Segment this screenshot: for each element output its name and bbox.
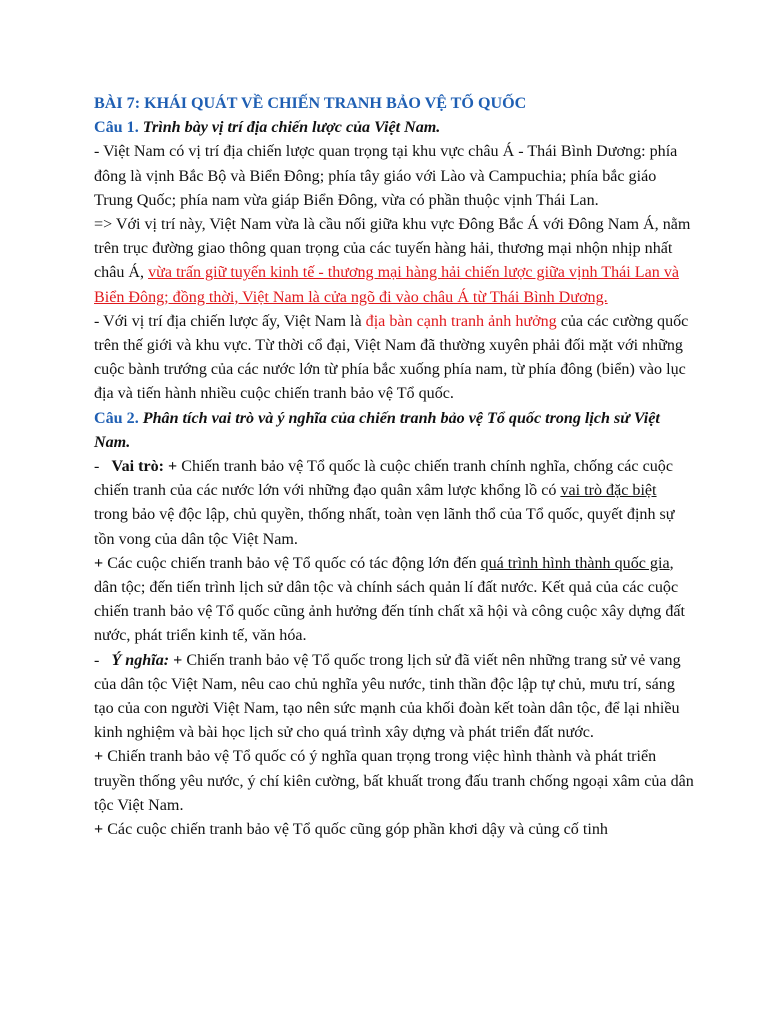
document-page <box>94 92 694 842</box>
q1-paragraph-3-highlight: địa bàn cạnh tranh ảnh hưởng <box>365 312 557 330</box>
q1-paragraph-1: - Việt Nam có vị trí địa chiến lược quan trọng tại khu vực châu Á - Thái Bình Dương: phía đông là vịnh Bắc Bộ và Biển Đông; phía tây giáo với Lào và Campuchia; phía bắc giáo Trung Quốc; phía nam vừa giáp Biển Đông, vừa có phần thuộc vịnh Thái Lan. <box>94 143 678 209</box>
q1-paragraph-2-text: => Với vị trí này, Việt Nam vừa là cầu nối giữa khu vực Đông Bắc Á với Đông Nam Á, nằm trên trục đường giao thông quan trọng của các tuyến hàng hải, thương mại nhộn nhịp nhất châu Á, <box>94 216 691 282</box>
q2-meaning2-plus: + <box>94 748 104 766</box>
q2-role2-plus: + <box>94 554 104 572</box>
q2-role-underline: vai trò đặc biệt <box>560 482 657 500</box>
q2-role2-underline: quá trình hình thành quốc gia <box>480 554 670 572</box>
q2-role-text-1: Chiến tranh bảo vệ Tổ quốc là cuộc chiến tranh chính nghĩa, chống các cuộc chiến tranh của các nước lớn với những đạo quân xâm lược khổng lồ có <box>94 458 673 500</box>
q2-role2-text-2: , dân tộc; đến tiến trình lịch sử dân tộc và chính sách quản lí đất nước. Kết quả của các cuộc chiến tranh bảo vệ Tổ quốc cũng ảnh hưởng đến tính chất xã hội và công cuộc xây dựng đất nước, phát triển kinh tế, văn hóa. <box>94 554 686 645</box>
question-1-heading <box>94 116 694 140</box>
q2-meaning-plus: + <box>169 651 183 669</box>
q2-role-dash: - <box>94 458 112 476</box>
question-2-heading <box>94 407 694 455</box>
q2-meaning3-plus: + <box>94 821 104 839</box>
question-1-text: Trình bày vị trí địa chiến lược của Việt Nam. <box>142 119 441 137</box>
q1-paragraph-2 <box>94 213 694 310</box>
q2-meaning2-text: Chiến tranh bảo vệ Tổ quốc có ý nghĩa quan trọng trong việc hình thành và phát triển truyền thống yêu nước, ý chí kiên cường, bất khuất trong đấu tranh chống ngoại xâm của dân tộc Việt Nam. <box>94 748 694 814</box>
q2-meaning-paragraph-2 <box>94 745 694 818</box>
question-2-text: Phân tích vai trò và ý nghĩa của chiến tranh bảo vệ Tổ quốc trong lịch sử Việt Nam. <box>94 409 660 451</box>
q2-role-paragraph-2 <box>94 552 694 649</box>
q2-role-text-2: trong bảo vệ độc lập, chủ quyền, thống nhất, toàn vẹn lãnh thổ của Tổ quốc, quyết định sự tồn vong của dân tộc Việt Nam. <box>94 506 675 548</box>
document-title: BÀI 7: KHÁI QUÁT VỀ CHIẾN TRANH BẢO VỆ TỐ QUỐC <box>94 95 527 112</box>
q1-paragraph-2-highlight: vừa trấn giữ tuyến kinh tế - thương mại hàng hải chiến lược giữa vịnh Thái Lan và Biển Đông; đồng thời, Việt Nam là cửa ngõ đi vào châu Á từ Thái Bình Dương. <box>94 264 680 306</box>
q2-role2-text-1: Các cuộc chiến tranh bảo vệ Tổ quốc có tác động lớn đến <box>103 554 481 572</box>
q2-meaning-label: Ý nghĩa: <box>111 651 170 669</box>
q1-paragraph-3 <box>94 310 694 407</box>
q2-role-label: Vai trò: + <box>111 458 178 476</box>
q2-meaning-dash: - <box>94 651 112 669</box>
q2-meaning-paragraph <box>94 649 694 746</box>
q2-role-paragraph <box>94 455 694 552</box>
question-2-label: Câu 2. <box>94 409 139 427</box>
question-1-label: Câu 1. <box>94 119 139 137</box>
q2-meaning-text: Chiến tranh bảo vệ Tổ quốc trong lịch sử đã viết nên những trang sử vẻ vang của dân tộc Việt Nam, nêu cao chủ nghĩa yêu nước, tinh thần độc lập tự chủ, mưu trí, sáng tạo của con người Việt Nam, tạo nên sức mạnh của khối đoàn kết toàn dân tộc, để lại nhiều kinh nghiệm và bài học lịch sử cho quá trình xây dựng và phát triển đất nước. <box>94 651 681 742</box>
q2-meaning3-text: Các cuộc chiến tranh bảo vệ Tổ quốc cũng góp phần khơi dậy và củng cố tinh <box>103 821 608 839</box>
q1-paragraph-3-start: - Với vị trí địa chiến lược ấy, Việt Nam là <box>94 312 366 330</box>
q2-meaning-paragraph-3 <box>94 818 694 842</box>
q1-paragraph-3-end: của các cường quốc trên thế giới và khu vực. Từ thời cổ đại, Việt Nam đã thường xuyên phải đối mặt với những cuộc bành trướng của các nước lớn từ phía bắc xuống phía nam, từ phía đông (biển) vào lục địa và tiến hành nhiều cuộc chiến tranh bảo vệ Tổ quốc. <box>94 312 689 403</box>
